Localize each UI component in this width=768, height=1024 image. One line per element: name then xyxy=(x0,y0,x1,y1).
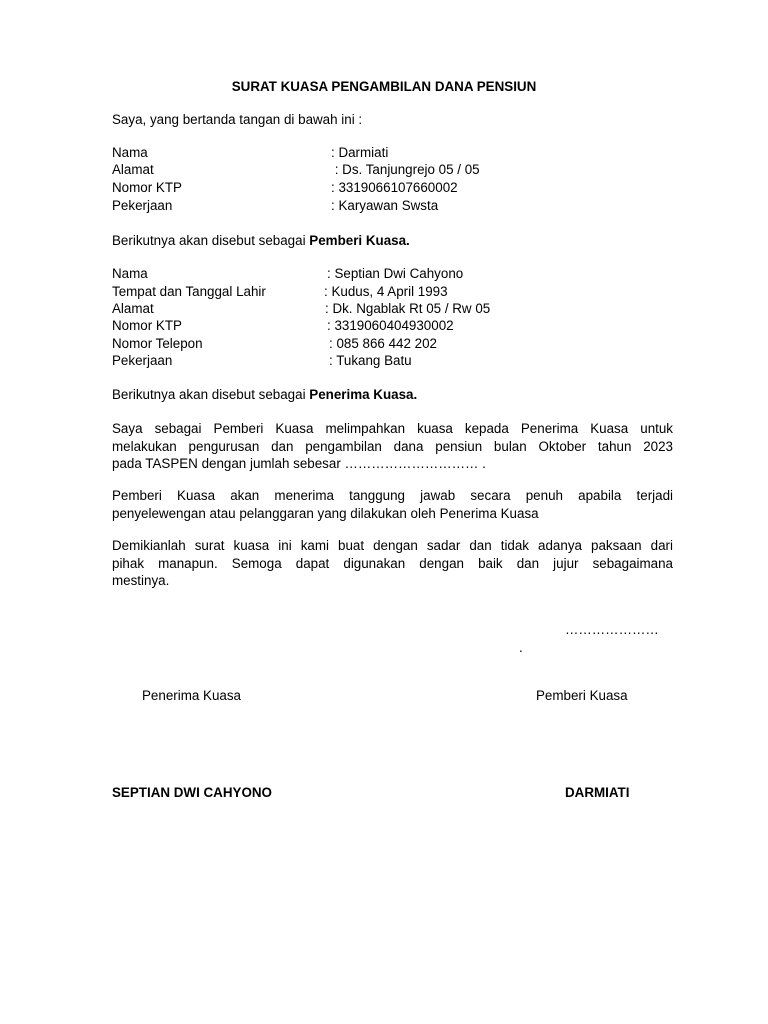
paragraph-penutup xyxy=(112,537,673,590)
place-date-period: . xyxy=(519,640,523,655)
field-value: : Dk. Ngablak Rt 05 / Rw 05 xyxy=(325,301,491,316)
intro-text: Saya, yang bertanda tangan di bawah ini : xyxy=(112,112,363,127)
paragraph-line: mestinya. xyxy=(112,573,170,588)
field-label: Pekerjaan xyxy=(112,198,173,213)
paragraph-tanggung-jawab xyxy=(112,487,673,522)
field-label: Nama xyxy=(112,266,148,281)
paragraph-line: Demikianlah surat kuasa ini kami buat dengan sadar dan tidak adanya paksaan dari xyxy=(112,538,673,553)
statement-prefix: Berikutnya akan disebut sebagai xyxy=(112,233,310,248)
signature-name-penerima: SEPTIAN DWI CAHYONO xyxy=(112,785,272,800)
signature-role-penerima: Penerima Kuasa xyxy=(142,688,241,703)
statement-prefix: Berikutnya akan disebut sebagai xyxy=(112,387,310,402)
paragraph-pelimpahan xyxy=(112,420,673,473)
field-label: Nomor KTP xyxy=(112,180,182,195)
field-label: Alamat xyxy=(112,162,154,177)
document-title: SURAT KUASA PENGAMBILAN DANA PENSIUN xyxy=(231,79,537,94)
field-value: : Tukang Batu xyxy=(329,353,412,368)
field-value: : Karyawan Swsta xyxy=(331,198,439,213)
field-label: Tempat dan Tanggal Lahir xyxy=(112,284,266,299)
field-value: : Ds. Tanjungrejo 05 / 05 xyxy=(331,162,480,177)
paragraph-line: Pemberi Kuasa akan menerima tanggung jawab secara penuh apabila terjadi xyxy=(112,488,673,503)
signature-role-pemberi: Pemberi Kuasa xyxy=(536,688,628,703)
penerima-statement xyxy=(112,386,417,403)
field-value: : Kudus, 4 April 1993 xyxy=(324,284,448,299)
signature-name-pemberi: DARMIATI xyxy=(565,785,630,800)
paragraph-line: penyelewengan atau pelanggaran yang dilakukan oleh Penerima Kuasa xyxy=(112,505,539,521)
statement-role: Penerima Kuasa. xyxy=(309,387,418,402)
field-label: Nomor KTP xyxy=(112,318,182,333)
field-value: : 085 866 442 202 xyxy=(329,336,437,351)
paragraph-line: pada TASPEN dengan jumlah sebesar ………………………… . xyxy=(112,456,486,471)
field-label: Nama xyxy=(112,145,148,160)
pemberi-statement xyxy=(112,232,410,249)
field-value: : Darmiati xyxy=(331,145,389,160)
statement-role: Pemberi Kuasa. xyxy=(309,233,410,248)
field-value: : 3319066107660002 xyxy=(331,180,458,195)
field-value: : Septian Dwi Cahyono xyxy=(327,266,464,281)
field-label: Nomor Telepon xyxy=(112,336,203,351)
field-value: : 3319060404930002 xyxy=(327,318,454,333)
place-date-dots: ………………… xyxy=(565,622,659,637)
paragraph-line: pihak manapun. Semoga dapat digunakan dengan baik dan jujur sebagaimana xyxy=(112,555,673,571)
paragraph-line: melakukan pengurusan dan pengambilan dana pensiun bulan Oktober tahun 2023 xyxy=(112,438,673,454)
paragraph-line: Saya sebagai Pemberi Kuasa melimpahkan kuasa kepada Penerima Kuasa untuk xyxy=(112,421,673,436)
field-label: Pekerjaan xyxy=(112,353,173,368)
field-label: Alamat xyxy=(112,301,154,316)
